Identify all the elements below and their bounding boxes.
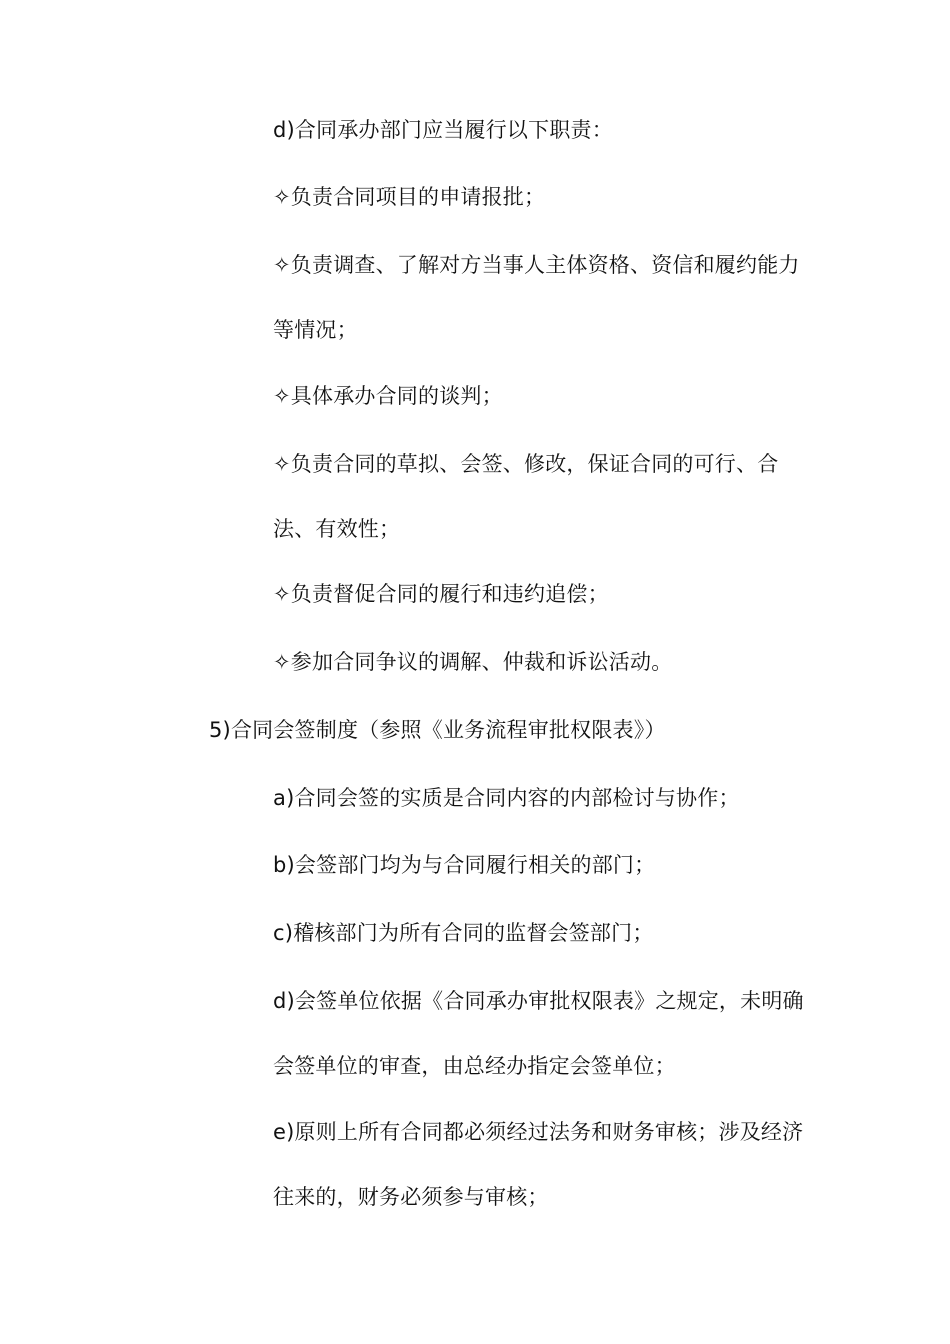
duty-item: ✧具体承办合同的谈判； (273, 384, 503, 408)
duty-item: ✧负责合同的草拟、会签、修改，保证合同的可行、合 (273, 452, 779, 476)
duty-item: ✧负责调查、了解对方当事人主体资格、资信和履约能力 (273, 253, 800, 277)
section-item: e)原则上所有合同都必须经过法务和财务审核；涉及经济 (273, 1120, 804, 1144)
duty-item: ✧参加合同争议的调解、仲裁和诉讼活动。 (273, 650, 673, 674)
section-item-continuation: 会签单位的审查，由总经办指定会签单位； (273, 1054, 676, 1078)
section-item: c)稽核部门为所有合同的监督会签部门； (273, 921, 654, 945)
duty-item: ✧负责督促合同的履行和违约追偿； (273, 582, 609, 606)
section-item: a)合同会签的实质是合同内容的内部检讨与协作； (273, 786, 740, 810)
duty-item: ✧负责合同项目的申请报批； (273, 185, 546, 209)
duty-item-continuation: 法、有效性； (273, 517, 401, 541)
duties-heading: d)合同承办部门应当履行以下职责： (273, 118, 613, 142)
section-item: d)会签单位依据《合同承办审批权限表》之规定，未明确 (273, 989, 804, 1013)
duty-item-continuation: 等情况； (273, 318, 358, 342)
section-heading: 5)合同会签制度（参照《业务流程审批权限表》） (209, 718, 666, 742)
section-item-continuation: 往来的，财务必须参与审核； (273, 1185, 549, 1209)
section-item: b)会签部门均为与合同履行相关的部门； (273, 853, 656, 877)
